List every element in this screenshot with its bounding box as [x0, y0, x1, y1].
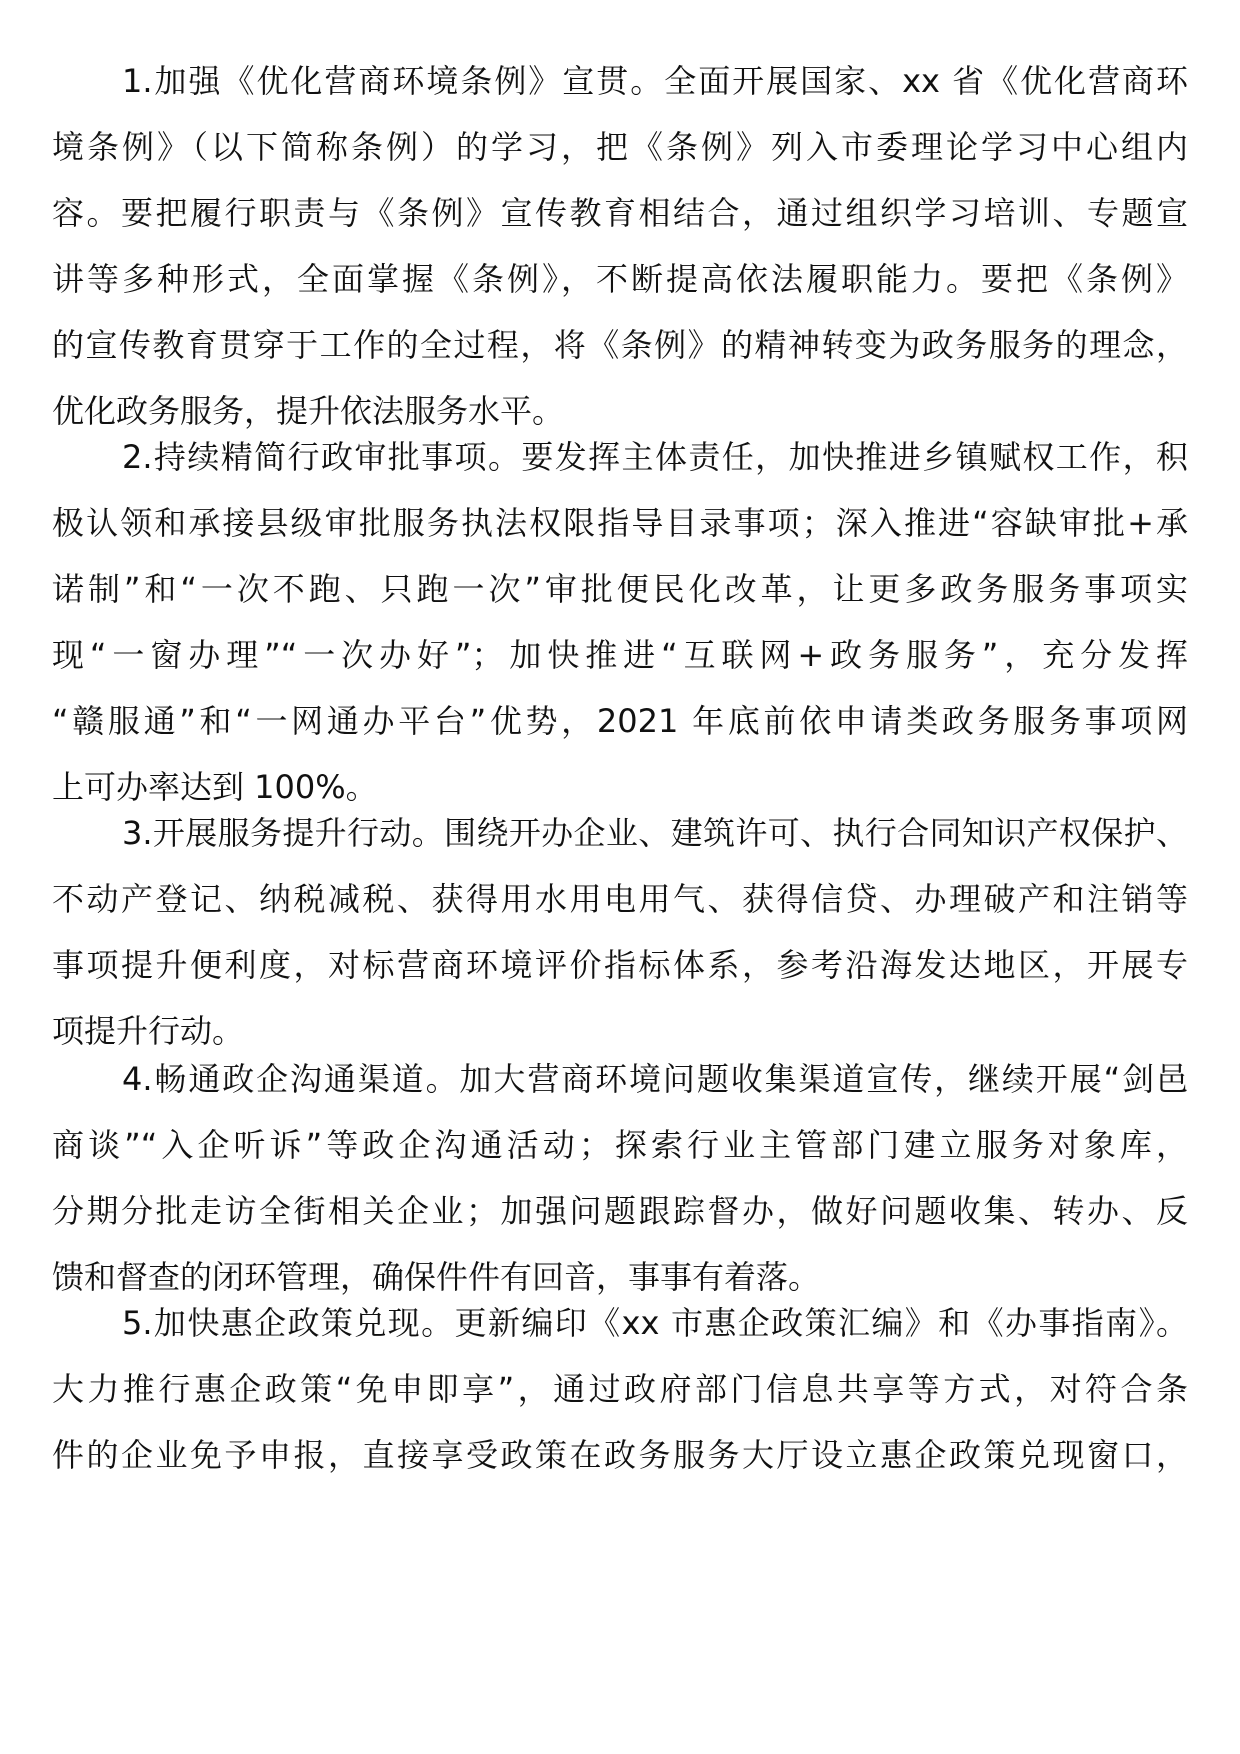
paragraph-5 — [52, 1290, 1188, 1488]
text-line: 件的企业免予申报，直接享受政策在政务服务大厅设立惠企政策兑现窗口， — [52, 1436, 1188, 1474]
text-line: 项提升行动。 — [52, 1012, 245, 1050]
text-line: 诺制”和“一次不跑、只跑一次”审批便民化改革，让更多政务服务事项实 — [52, 570, 1188, 608]
paragraph-4 — [52, 1046, 1188, 1310]
text-line: 3.开展服务提升行动。围绕开办企业、建筑许可、执行合同知识产权保护、 — [122, 814, 1188, 852]
paragraph-2 — [52, 424, 1188, 820]
paragraph-1 — [52, 48, 1188, 444]
text-line: 现“一窗办理”“一次办好”；加快推进“互联网+政务服务”，充分发挥 — [52, 636, 1188, 674]
paragraph-3 — [52, 800, 1188, 1064]
text-line: 境条例》（以下简称条例）的学习，把《条例》列入市委理论学习中心组内 — [52, 128, 1188, 166]
text-line: 的宣传教育贯穿于工作的全过程，将《条例》的精神转变为政务服务的理念， — [52, 326, 1188, 364]
text-line: 大力推行惠企政策“免申即享”，通过政府部门信息共享等方式，对符合条 — [52, 1370, 1188, 1408]
text-line: 优化政务服务，提升依法服务水平。 — [52, 392, 565, 430]
text-line: “赣服通”和“一网通办平台”优势，2021 年底前依申请类政务服务事项网 — [52, 702, 1188, 740]
text-line: 不动产登记、纳税减税、获得用水用电用气、获得信贷、办理破产和注销等 — [52, 880, 1188, 918]
text-line: 上可办率达到 100%。 — [52, 768, 378, 806]
text-line: 4.畅通政企沟通渠道。加大营商环境问题收集渠道宣传，继续开展“剑邑 — [122, 1060, 1188, 1098]
text-line: 讲等多种形式，全面掌握《条例》，不断提高依法履职能力。要把《条例》 — [52, 260, 1188, 298]
text-line: 分期分批走访全街相关企业；加强问题跟踪督办，做好问题收集、转办、反 — [52, 1192, 1188, 1230]
text-line: 5.加快惠企政策兑现。更新编印《xx 市惠企政策汇编》和《办事指南》。 — [122, 1304, 1188, 1342]
text-line: 容。要把履行职责与《条例》宣传教育相结合，通过组织学习培训、专题宣 — [52, 194, 1188, 232]
text-line: 极认领和承接县级审批服务执法权限指导目录事项；深入推进“容缺审批+承 — [52, 504, 1188, 542]
text-line: 馈和督查的闭环管理，确保件件有回音，事事有着落。 — [52, 1258, 821, 1296]
text-line: 商谈”“入企听诉”等政企沟通活动；探索行业主管部门建立服务对象库， — [52, 1126, 1188, 1164]
text-line: 事项提升便利度，对标营商环境评价指标体系，参考沿海发达地区，开展专 — [52, 946, 1188, 984]
text-line: 1.加强《优化营商环境条例》宣贯。全面开展国家、xx 省《优化营商环 — [122, 62, 1188, 100]
text-line: 2.持续精简行政审批事项。要发挥主体责任，加快推进乡镇赋权工作，积 — [122, 438, 1188, 476]
